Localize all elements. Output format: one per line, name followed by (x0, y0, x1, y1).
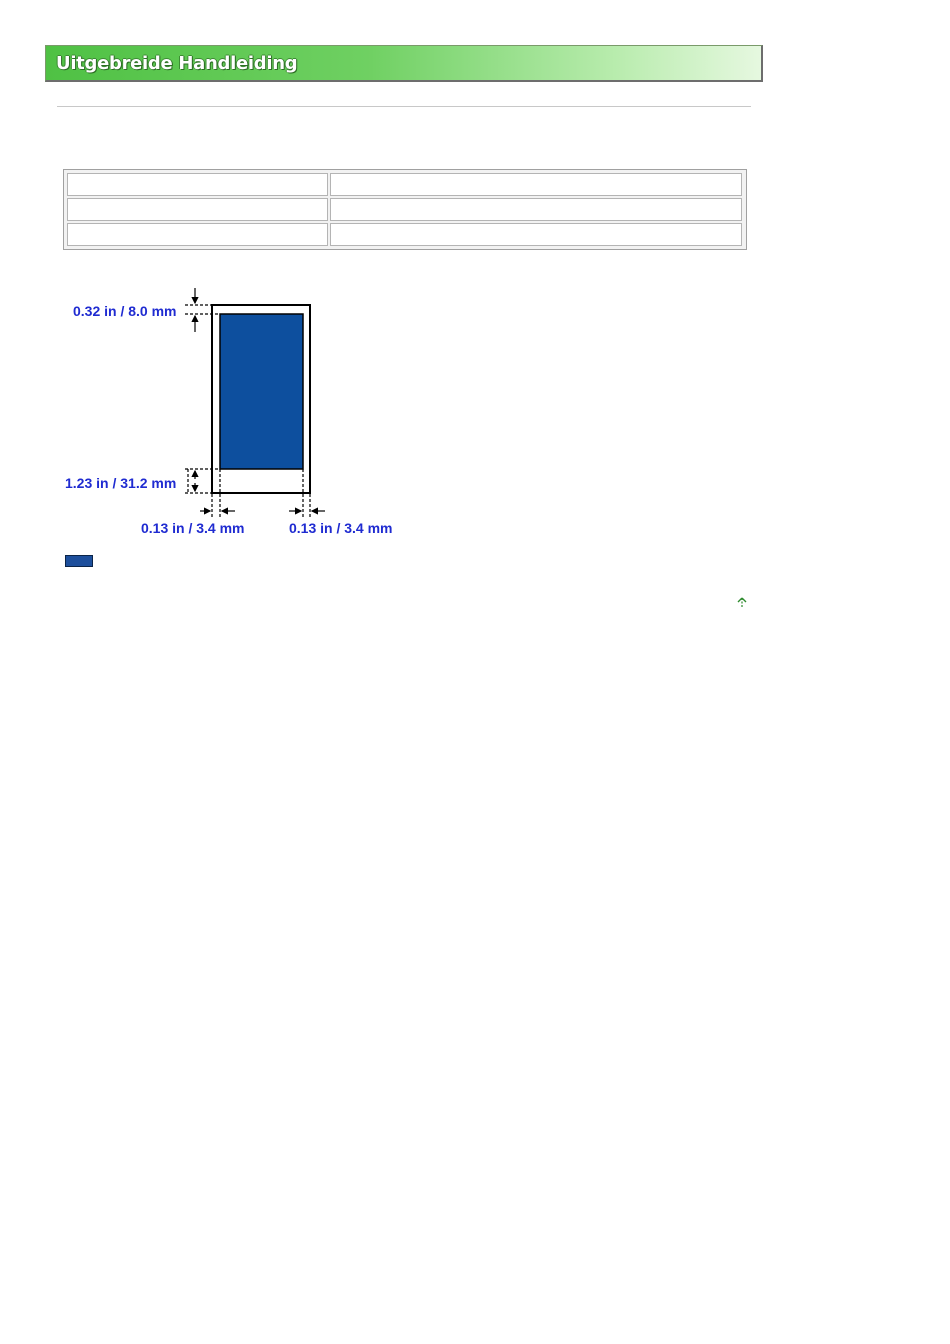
left-margin-label: 0.13 in / 3.4 mm (141, 520, 245, 536)
table-cell-r2-c2 (330, 198, 742, 221)
printable-area-legend-swatch (65, 555, 93, 567)
back-to-top-link[interactable] (735, 596, 749, 610)
manual-title: Uitgebreide Handleiding (56, 53, 298, 74)
spec-table (63, 169, 747, 250)
print-margin-diagram (60, 285, 420, 540)
table-cell-r3-c2 (330, 223, 742, 246)
up-arrow-icon (735, 596, 749, 610)
header-divider (57, 106, 751, 107)
table-cell-r1-c2 (330, 173, 742, 196)
top-margin-label: 0.32 in / 8.0 mm (73, 303, 177, 319)
table-cell-r3-c1 (67, 223, 328, 246)
right-margin-label: 0.13 in / 3.4 mm (289, 520, 393, 536)
printable-area (220, 314, 303, 469)
manual-header-banner (45, 45, 763, 82)
table-cell-r1-c1 (67, 173, 328, 196)
bottom-margin-label: 1.23 in / 31.2 mm (65, 475, 177, 491)
table-cell-r2-c1 (67, 198, 328, 221)
